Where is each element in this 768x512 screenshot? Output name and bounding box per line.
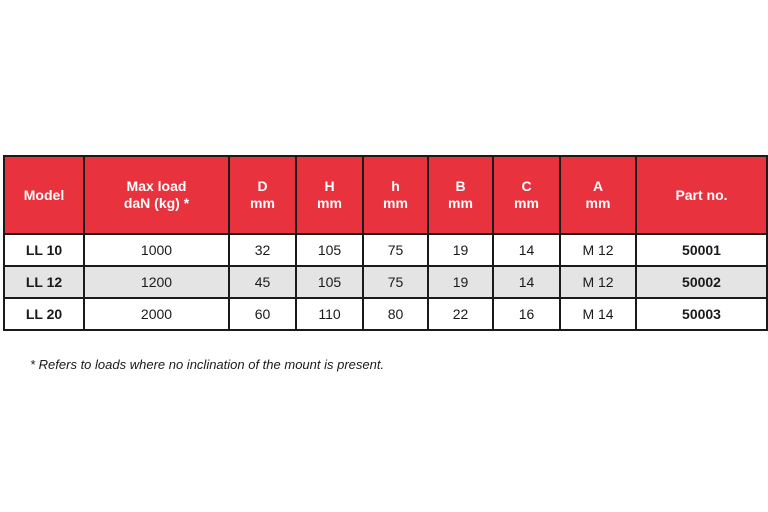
cell-b: 19 [428,234,493,266]
cell-b: 19 [428,266,493,298]
cell-h-lower: 75 [363,266,428,298]
cell-h-upper: 105 [296,266,363,298]
cell-model: LL 12 [4,266,84,298]
cell-d: 32 [229,234,296,266]
header-d: D mm [229,156,296,234]
cell-a: M 12 [560,234,636,266]
cell-h-lower: 75 [363,234,428,266]
cell-h-upper: 110 [296,298,363,330]
cell-h-upper: 105 [296,234,363,266]
header-max-load: Max load daN (kg) * [84,156,229,234]
header-a: A mm [560,156,636,234]
cell-c: 14 [493,234,560,266]
table-row [4,266,767,298]
cell-d: 45 [229,266,296,298]
table-row [4,234,767,266]
cell-model: LL 20 [4,298,84,330]
cell-max-load: 2000 [84,298,229,330]
cell-d: 60 [229,298,296,330]
header-h-upper: H mm [296,156,363,234]
header-part-no: Part no. [636,156,767,234]
cell-part-no: 50003 [636,298,767,330]
table-row [4,298,767,330]
cell-a: M 14 [560,298,636,330]
footnote: * Refers to loads where no inclination of the mount is present. [30,357,385,372]
cell-b: 22 [428,298,493,330]
header-row [4,156,767,234]
cell-model: LL 10 [4,234,84,266]
header-b: B mm [428,156,493,234]
cell-max-load: 1200 [84,266,229,298]
cell-c: 14 [493,266,560,298]
cell-part-no: 50001 [636,234,767,266]
header-h-lower: h mm [363,156,428,234]
cell-max-load: 1000 [84,234,229,266]
spec-table [3,155,768,331]
cell-part-no: 50002 [636,266,767,298]
cell-c: 16 [493,298,560,330]
cell-a: M 12 [560,266,636,298]
cell-h-lower: 80 [363,298,428,330]
header-c: C mm [493,156,560,234]
header-model: Model [4,156,84,234]
